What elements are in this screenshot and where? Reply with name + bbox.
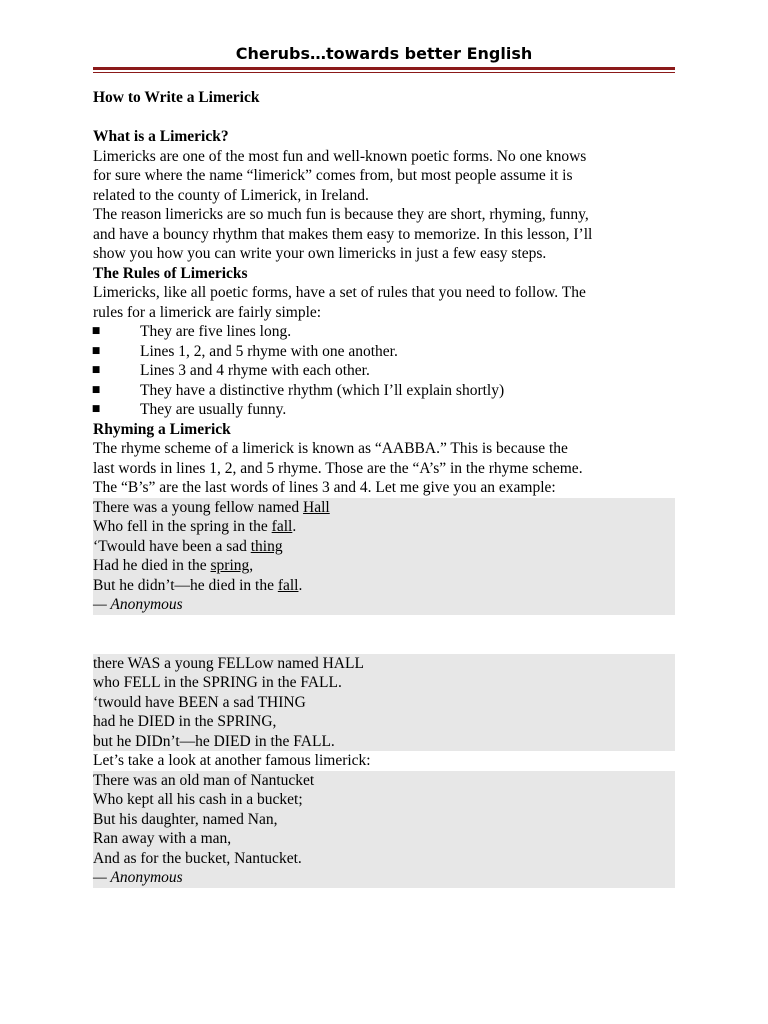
paragraph-what-2 <box>93 205 675 264</box>
poem-line-text: Had he died in the <box>93 557 211 574</box>
rules-list-item <box>93 381 675 401</box>
poem-line-text: ‘Twould have been a sad <box>93 537 251 555</box>
spacer <box>93 108 675 128</box>
rule-text: They have a distinctive rhythm (which I’ll explain shortly) <box>140 381 505 399</box>
paragraph-what-1 <box>93 147 675 206</box>
section-heading-rules: The Rules of Limericks <box>93 264 248 282</box>
poem-line <box>93 537 675 557</box>
square-bullet-icon: ■ <box>91 384 101 395</box>
paragraph-rules-intro <box>93 283 675 322</box>
poem-line: there WAS a young FELLow named HALL <box>93 654 364 672</box>
rules-list-item <box>93 400 675 420</box>
square-bullet-icon: ■ <box>91 365 101 375</box>
rules-list-item <box>93 322 675 342</box>
text-line: rules for a limerick are fairly simple: <box>93 303 322 321</box>
poem-line: But his daughter, named Nan, <box>93 810 278 828</box>
poem-line-text: There was a young fellow named <box>93 498 304 516</box>
text-line: and have a bouncy rhythm that makes them easy to memorize. In this lesson, I’ll <box>93 225 593 243</box>
text-line: Limericks, like all poetic forms, have a set of rules that you need to follow. The <box>93 284 586 301</box>
section-heading-rhyming: Rhyming a Limerick <box>93 420 231 438</box>
page-header-title: Cherubs…towards better English <box>235 44 533 63</box>
text-line: for sure where the name “limerick” comes from, but most people assume it is <box>93 167 573 184</box>
limerick-example-hall <box>93 498 675 615</box>
text-line: The rhyme scheme of a limerick is known as “AABBA.” This is because the <box>93 440 568 457</box>
poem-line: who FELL in the SPRING in the FALL. <box>93 674 342 691</box>
poem-line-punct: , <box>249 557 254 574</box>
poem-line: ‘twould have BEEN a sad THING <box>93 693 306 711</box>
poem-attribution: — Anonymous <box>93 596 183 613</box>
poem-line-text: Who fell in the spring in the <box>93 518 272 535</box>
rhyme-word: fall <box>271 518 293 535</box>
poem-line-punct: . <box>292 518 297 535</box>
poem-line <box>93 498 675 518</box>
header-rule-thin <box>93 72 675 73</box>
document-title: How to Write a Limerick <box>93 89 260 106</box>
poem-attribution: — Anonymous <box>93 869 183 886</box>
rhyme-word: fall <box>277 576 299 594</box>
paragraph-rhyme-scheme <box>93 439 675 498</box>
poem-line <box>93 517 675 537</box>
text-line: show you how you can write your own limericks in just a few easy steps. <box>93 245 547 262</box>
poem-line: Ran away with a man, <box>93 830 232 847</box>
rule-text: They are usually funny. <box>140 401 287 418</box>
limerick-example-nantucket <box>93 771 675 888</box>
rhyme-word: spring <box>210 557 250 574</box>
poem-line-punct: . <box>298 576 303 594</box>
rules-list-item <box>93 342 675 362</box>
poem-line: There was an old man of Nantucket <box>93 771 315 789</box>
text-line: The reason limericks are so much fun is because they are short, rhyming, funny, <box>93 206 589 223</box>
text-line: last words in lines 1, 2, and 5 rhyme. Those are the “A’s” in the rhyme scheme. <box>93 459 583 477</box>
square-bullet-icon: ■ <box>91 326 101 336</box>
text-line: related to the county of Limerick, in Ireland. <box>93 186 369 204</box>
header-rule-thick <box>93 67 675 70</box>
rhyme-word: thing <box>250 537 283 555</box>
poem-line <box>93 576 675 596</box>
poem-line: And as for the bucket, Nantucket. <box>93 849 302 867</box>
rules-list <box>93 322 675 420</box>
poem-line: had he DIED in the SPRING, <box>93 713 277 730</box>
rules-list-item <box>93 361 675 381</box>
text-line: The “B’s” are the last words of lines 3 and 4. Let me give you an example: <box>93 479 556 496</box>
poem-line: Who kept all his cash in a bucket; <box>93 791 303 808</box>
rule-text: Lines 1, 2, and 5 rhyme with one another. <box>140 342 398 360</box>
square-bullet-icon: ■ <box>91 404 101 414</box>
limerick-stress-pattern <box>93 654 675 752</box>
square-bullet-icon: ■ <box>91 345 101 356</box>
poem-line: but he DIDn’t—he DIED in the FALL. <box>93 732 335 750</box>
section-heading-what: What is a Limerick? <box>93 128 229 145</box>
poem-line-text: But he didn’t—he died in the <box>93 576 278 594</box>
rhyme-word: Hall <box>303 498 330 516</box>
document-body <box>93 88 675 888</box>
spacer <box>93 615 675 654</box>
paragraph-another-intro: Let’s take a look at another famous limerick: <box>93 752 371 769</box>
text-line: Limericks are one of the most fun and well-known poetic forms. No one knows <box>93 147 587 165</box>
rule-text: Lines 3 and 4 rhyme with each other. <box>140 362 370 379</box>
rule-text: They are five lines long. <box>140 323 292 340</box>
poem-line <box>93 556 675 576</box>
